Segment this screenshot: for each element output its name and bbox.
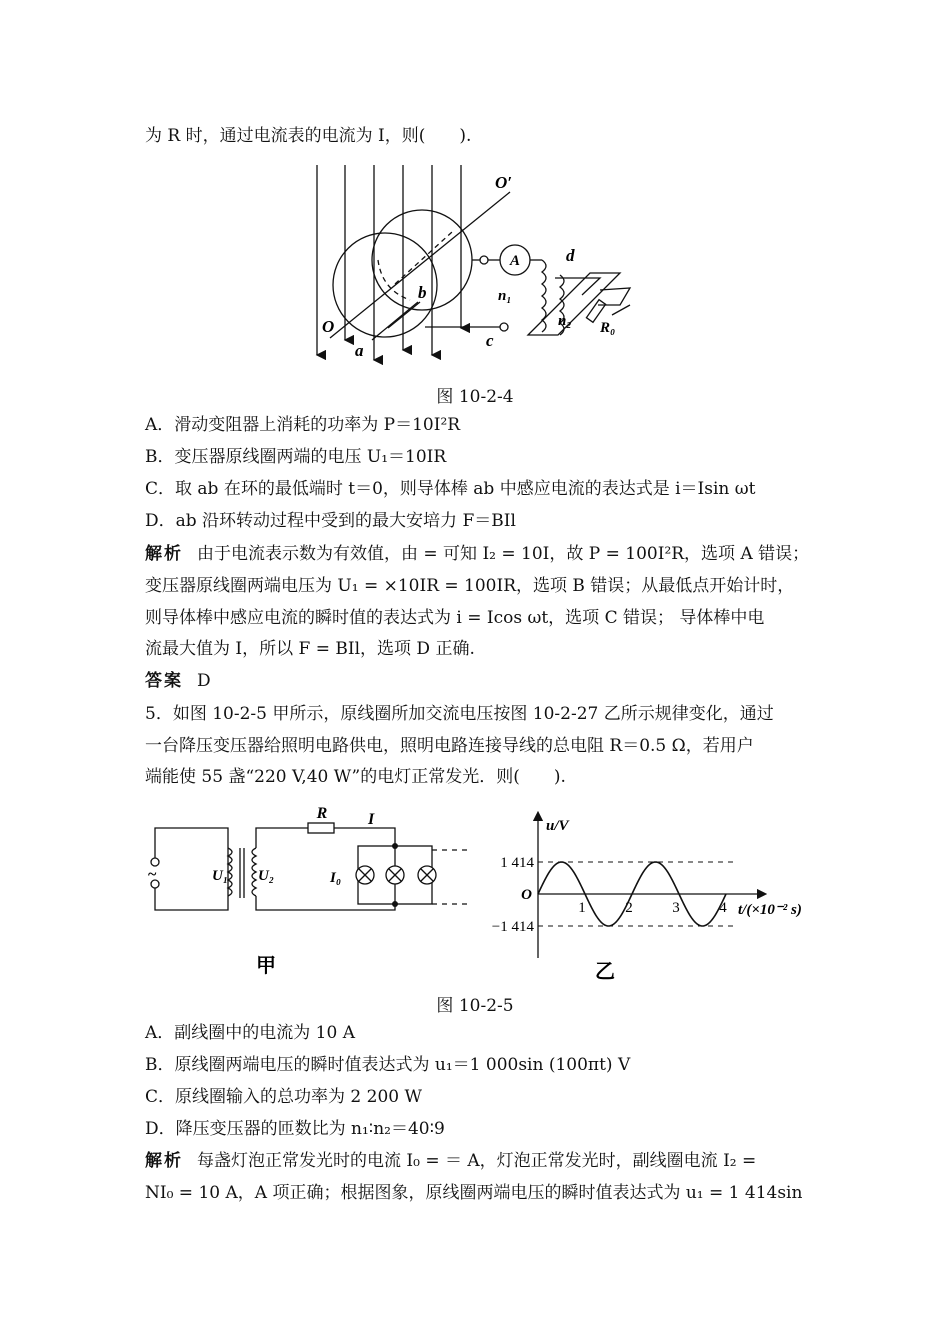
q5-option-b: B．原线圈两端电压的瞬时值表达式为 u₁＝1 000sin (100πt) V (145, 1055, 631, 1075)
x-tick-label-4: 4 (719, 900, 727, 916)
q5-stem-line-3: 端能使 55 盏“220 V,40 W”的电灯正常发光．则( ). (145, 767, 566, 787)
ammeter-label: A (509, 253, 521, 269)
q4-analysis-line-2: 变压器原线圈两端电压为 U₁ = ×10IR = 100IR，选项 B 错误；从最低点开始计时， (145, 576, 795, 596)
q4-option-b: B．变压器原线圈两端的电压 U₁＝10IR (145, 447, 447, 467)
figure-10-2-5-circuit (140, 800, 480, 980)
q4-answer-label: 答案 (145, 671, 183, 691)
q4-analysis-line-1 (145, 543, 809, 565)
circuit-label-u2: U₂ (258, 868, 275, 884)
q4-option-c: C．取 ab 在环的最低端时 t＝0，则导体棒 ab 中感应电流的表达式是 i＝Isin ωt (145, 479, 756, 499)
q4-analysis-line-4: 流最大值为 I，所以 F = BIl，选项 D 正确. (145, 639, 475, 659)
q5-analysis-text-1: 每盏灯泡正常发光时的电流 I₀ = ＝ A，灯泡正常发光时，副线圈电流 I₂ = (197, 1151, 757, 1171)
ac-source-symbol: ~ (148, 866, 157, 883)
figure-10-2-5-graph (480, 808, 825, 980)
y-tick-label-min: −1 414 (491, 919, 534, 935)
label-c: c (486, 331, 494, 350)
q5-stem-line-2: 一台降压变压器给照明电路供电，照明电路连接导线的总电阻 R＝0.5 Ω，若用户 (145, 736, 754, 756)
q5-option-a: A．副线圈中的电流为 10 A (145, 1023, 355, 1043)
circuit-label-i0: I₀ (330, 870, 342, 886)
x-tick-label-1: 1 (578, 900, 586, 916)
circuit-label-u1: U₁ (212, 868, 229, 884)
label-b: b (418, 283, 427, 302)
label-o-prime: O′ (495, 173, 513, 192)
x-tick-label-2: 2 (625, 900, 633, 916)
figure-10-2-5-caption: 图 10-2-5 (436, 996, 514, 1016)
figure-10-2-4-caption: 图 10-2-4 (436, 387, 514, 407)
q5-option-c: C．原线圈输入的总功率为 2 200 W (145, 1087, 422, 1107)
y-tick-label-max: 1 414 (500, 855, 534, 871)
q4-option-a: A．滑动变阻器上消耗的功率为 P＝10I²R (145, 415, 461, 435)
figure-10-2-4 (300, 160, 650, 365)
q4-answer (145, 670, 211, 692)
q4-answer-value: D (197, 671, 211, 691)
origin-label: O (521, 887, 532, 903)
graph-name: 乙 (595, 961, 615, 980)
q5-analysis-label: 解析 (145, 1151, 183, 1171)
label-n2: n₂ (558, 313, 572, 329)
circuit-label-r: R (316, 805, 328, 822)
q4-analysis-line-3: 则导体棒中感应电流的瞬时值的表达式为 i = Icos ωt，选项 C 错误； 导体棒中电 (145, 608, 765, 628)
circuit-label-i: I (368, 811, 375, 828)
q5-option-d: D．降压变压器的匝数比为 n₁∶n₂＝40∶9 (145, 1119, 445, 1139)
circuit-name: 甲 (256, 955, 276, 977)
q5-analysis-line-2: NI₀ = 10 A，A 项正确；根据图象，原线圈两端电压的瞬时值表达式为 u₁ = 1 414sin (145, 1183, 803, 1203)
intro-line: 为 R 时，通过电流表的电流为 I，则( ). (145, 126, 472, 146)
label-n1: n₁ (498, 288, 512, 304)
q4-analysis-text-1: 由于电流表示数为有效值，由 = 可知 I₂ = 10I，故 P = 100I²R，选项 A 错误； (197, 544, 810, 564)
label-a: a (355, 341, 364, 360)
label-r0: R₀ (600, 320, 616, 336)
x-axis-label: t/(×10⁻² s) (738, 902, 802, 918)
label-o: O (322, 317, 335, 336)
q5-analysis-line-1 (145, 1150, 756, 1172)
x-tick-label-3: 3 (672, 900, 680, 916)
y-axis-label: u/V (546, 818, 569, 834)
label-d: d (566, 246, 575, 265)
q4-analysis-label: 解析 (145, 544, 183, 564)
q4-option-d: D．ab 沿环转动过程中受到的最大安培力 F＝BIl (145, 511, 516, 531)
q5-stem-line-1: 5．如图 10-2-5 甲所示，原线圈所加交流电压按图 10-2-27 乙所示规律变化，通过 (145, 704, 774, 724)
